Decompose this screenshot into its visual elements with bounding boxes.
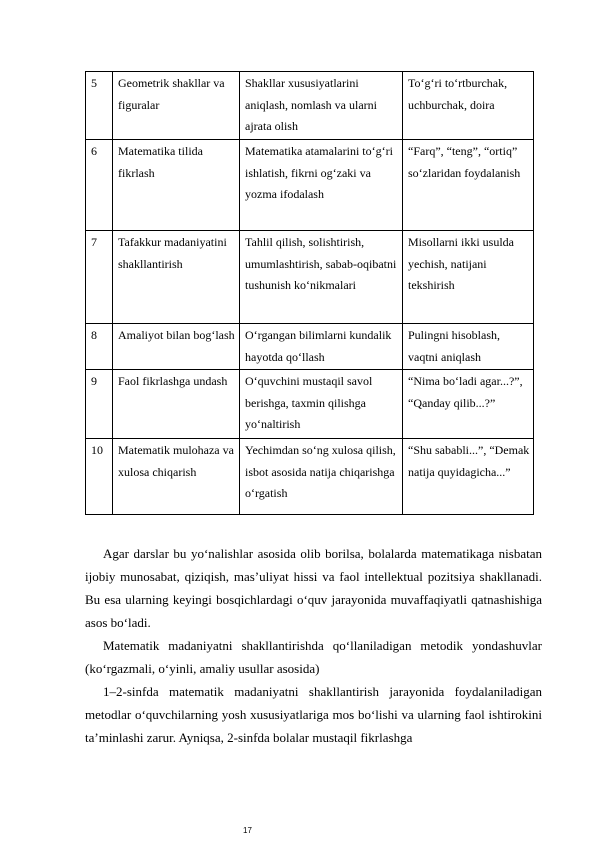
topic-description: Matematika atamalarini to‘g‘ri ishlatish, fikrni og‘zaki va yozma ifodalash bbox=[240, 140, 403, 231]
topic-description: Yechimdan so‘ng xulosa qilish, isbot asosida natija chiqarishga o‘rgatish bbox=[240, 439, 403, 515]
paragraph: Matematik madaniyatni shakllantirishda qo‘llaniladigan metodik yondashuvlar (ko‘rgazmali, o‘yinli, amaliy usullar asosida) bbox=[85, 638, 542, 676]
topic-description: Tahlil qilish, solishtirish, umumlashtirish, sabab-oqibatni tushunish ko‘nikmalari bbox=[240, 231, 403, 324]
page-number: 17 bbox=[243, 826, 252, 835]
topic-methods: “Farq”, “teng”, “ortiq” so‘zlaridan foydalanish bbox=[403, 140, 534, 231]
body-text bbox=[85, 542, 542, 749]
topic-description: O‘quvchini mustaqil savol berishga, taxmin qilishga yo‘naltirish bbox=[240, 370, 403, 439]
topic-description: Shakllar xususiyatlarini aniqlash, nomlash va ularni ajrata olish bbox=[240, 72, 403, 140]
topic-title: Matematika tilida fikrlash bbox=[113, 140, 240, 231]
table-row bbox=[86, 439, 534, 515]
paragraph: Agar darslar bu yo‘nalishlar asosida olib borilsa, bolalarda matematikaga nisbatan ijobiy munosabat, qiziqish, mas’uliyat hissi va faol intellektual pozitsiya shakllanadi. Bu esa ularning keyingi bosqichlardagi o‘quv jarayonida muvaffaqiyatli qatnashishiga asos bo‘ladi. bbox=[85, 546, 542, 630]
topic-title: Faol fikrlashga undash bbox=[113, 370, 240, 439]
topic-title: Tafakkur madaniyatini shakllantirish bbox=[113, 231, 240, 324]
topics-table bbox=[85, 71, 534, 515]
row-number: 7 bbox=[86, 231, 113, 324]
topic-methods: Misollarni ikki usulda yechish, natijani tekshirish bbox=[403, 231, 534, 324]
topic-title: Matematik mulohaza va xulosa chiqarish bbox=[113, 439, 240, 515]
topic-title: Geometrik shakllar va figuralar bbox=[113, 72, 240, 140]
topic-methods: Pulingni hisoblash, vaqtni aniqlash bbox=[403, 324, 534, 370]
table-row bbox=[86, 231, 534, 324]
table-row bbox=[86, 324, 534, 370]
topic-methods: “Nima bo‘ladi agar...?”, “Qanday qilib...?” bbox=[403, 370, 534, 439]
paragraph: 1–2-sinfda matematik madaniyatni shakllantirish jarayonida foydalaniladigan metodlar o‘quvchilarning yosh xususiyatlariga mos bo‘lishi va ularning faol ishtirokini ta’minlashi zarur. Ayniqsa, 2-sinfda bolalar mustaqil fikrlashga bbox=[85, 684, 542, 745]
row-number: 8 bbox=[86, 324, 113, 370]
topic-description: O‘rgangan bilimlarni kundalik hayotda qo‘llash bbox=[240, 324, 403, 370]
row-number: 9 bbox=[86, 370, 113, 439]
row-number: 5 bbox=[86, 72, 113, 140]
topic-methods: “Shu sababli...”, “Demak natija quyidagicha...” bbox=[403, 439, 534, 515]
topic-title: Amaliyot bilan bog‘lash bbox=[113, 324, 240, 370]
topic-methods: To‘g‘ri to‘rtburchak, uchburchak, doira bbox=[403, 72, 534, 140]
row-number: 6 bbox=[86, 140, 113, 231]
table-row bbox=[86, 72, 534, 140]
table-row bbox=[86, 370, 534, 439]
row-number: 10 bbox=[86, 439, 113, 515]
table-row bbox=[86, 140, 534, 231]
